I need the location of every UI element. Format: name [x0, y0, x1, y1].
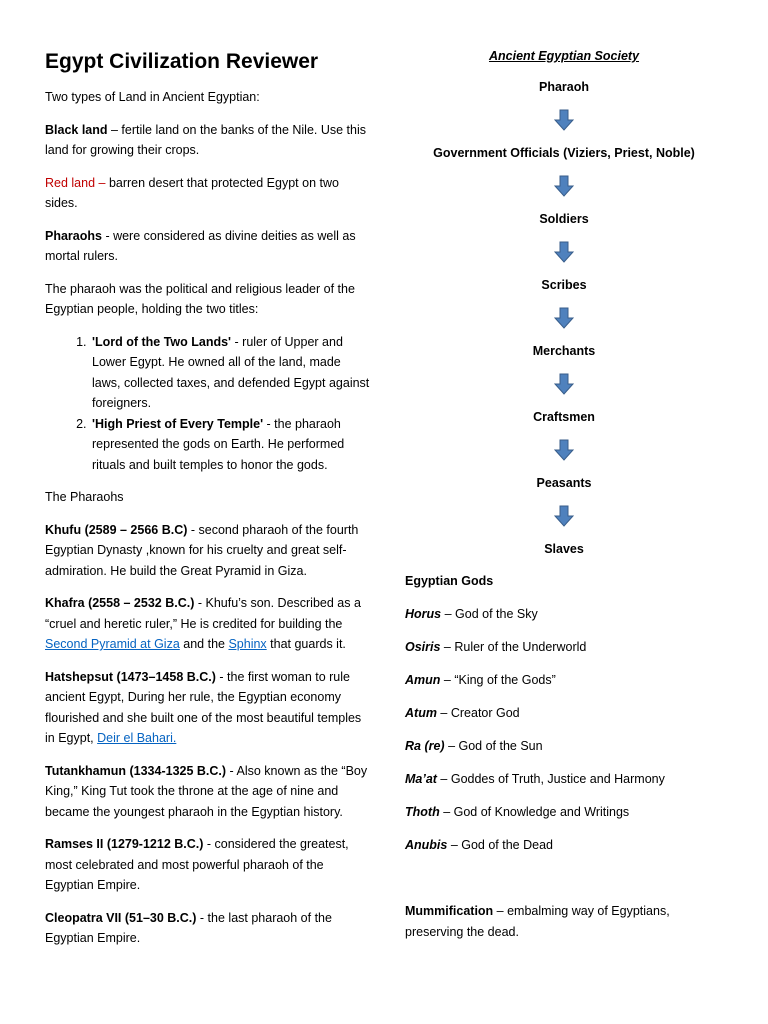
- tutankhamun-term: Tutankhamun (1334-1325 B.C.): [45, 763, 227, 778]
- deir-el-bahari-link[interactable]: Deir el Bahari.: [97, 731, 177, 745]
- god-description: – Goddes of Truth, Justice and Harmony: [436, 772, 665, 786]
- khufu-text: - second pharaoh of the fourth Egyptian Dynasty ,known for his cruelty and great self-admiration. He build the Great Pyramid in Giza.: [45, 522, 359, 578]
- down-arrow-icon: [405, 493, 723, 539]
- list-item: [405, 703, 735, 723]
- down-arrow-icon: [405, 427, 723, 473]
- khufu-paragraph: [45, 520, 370, 582]
- god-name: Thoth: [405, 805, 440, 819]
- society-level: Merchants: [532, 344, 596, 358]
- list-item: [405, 670, 735, 690]
- god-description: – God of the Dead: [447, 838, 553, 852]
- down-arrow-icon: [405, 97, 723, 143]
- list-item: [405, 769, 735, 789]
- list-item: [90, 332, 370, 414]
- title-text: - the pharaoh represented the gods on Earth. He performed rituals and built temples to honor the gods.: [92, 416, 345, 472]
- page-title: Egypt Civilization Reviewer: [45, 50, 319, 73]
- pharaoh-leader-paragraph: The pharaoh was the political and religious leader of the Egyptian people, holding the two titles:: [45, 281, 355, 316]
- ramses-paragraph: [45, 834, 370, 896]
- red-land-term: Red land –: [45, 175, 106, 190]
- god-name: Osiris: [405, 640, 441, 654]
- god-name: Horus: [405, 607, 442, 621]
- khafra-text: - Khufu’s son. Described as a “cruel and heretic ruler,” He is credited for building the: [45, 596, 361, 631]
- pharaohs-definition: [45, 226, 370, 267]
- society-title: Ancient Egyptian Society: [488, 49, 640, 63]
- pharaohs-heading: The Pharaohs: [45, 490, 124, 504]
- hatshepsut-term: Hatshepsut (1473–1458 B.C.): [45, 669, 216, 684]
- society-hierarchy: [405, 77, 723, 559]
- list-item: [405, 802, 735, 822]
- god-description: – God of Knowledge and Writings: [439, 805, 630, 819]
- black-land-text: – fertile land on the banks of the Nile. Use this land for growing their crops.: [45, 122, 367, 157]
- down-arrow-icon: [405, 295, 723, 341]
- gods-list: [405, 604, 735, 855]
- khafra-term: Khafra (2558 – 2532 B.C.): [45, 596, 195, 610]
- hatshepsut-paragraph: [45, 667, 370, 749]
- tutankhamun-paragraph: [45, 761, 370, 823]
- title-term: 'Lord of the Two Lands': [92, 334, 232, 349]
- god-name: Amun: [405, 673, 441, 687]
- black-land-paragraph: [45, 120, 370, 161]
- down-arrow-icon: [405, 361, 723, 407]
- society-level: Government Officials (Viziers, Priest, Noble): [433, 146, 695, 160]
- list-item: [405, 604, 735, 624]
- society-level: Craftsmen: [533, 410, 595, 424]
- second-pyramid-link[interactable]: Second Pyramid at Giza: [45, 637, 180, 651]
- titles-list: [45, 332, 370, 476]
- society-level: Pharaoh: [538, 80, 589, 94]
- cleopatra-term: Cleopatra VII (51–30 B.C.): [45, 910, 197, 925]
- right-column: [405, 46, 735, 942]
- god-name: Ma’at: [405, 772, 437, 786]
- god-description: – Creator God: [436, 706, 520, 720]
- god-name: Anubis: [405, 838, 448, 852]
- cleopatra-paragraph: [45, 908, 370, 949]
- god-description: – God of the Sky: [441, 607, 538, 621]
- list-item: [405, 736, 735, 756]
- hatshepsut-text: - the first woman to rule ancient Egypt, During her rule, the Egyptian economy flourished and she built one of the most beautiful temples in Egypt,: [45, 669, 362, 745]
- gods-heading: Egyptian Gods: [405, 574, 494, 588]
- list-item: [405, 835, 735, 855]
- sphinx-link[interactable]: Sphinx: [228, 637, 267, 651]
- mummification-term: Mummification: [405, 904, 494, 918]
- cleopatra-text: - the last pharaoh of the Egyptian Empire.: [45, 910, 332, 945]
- ramses-text: - considered the greatest, most celebrated and most powerful pharaoh of the Egyptian Empire.: [45, 837, 349, 892]
- khafra-paragraph: [45, 593, 370, 655]
- list-item: [90, 414, 370, 476]
- pharaohs-text: - were considered as divine deities as well as mortal rulers.: [45, 228, 356, 263]
- title-text: - ruler of Upper and Lower Egypt. He owned all of the land, made laws, collected taxes, and defended Egypt against foreigners.: [92, 334, 370, 410]
- pharaohs-term: Pharaohs: [45, 228, 102, 243]
- god-name: Atum: [405, 706, 437, 720]
- ramses-term: Ramses II (1279-1212 B.C.): [45, 837, 204, 851]
- red-land-text: barren desert that protected Egypt on two sides.: [45, 175, 339, 210]
- mummification-paragraph: [405, 901, 705, 942]
- khafra-text-2: and the: [179, 637, 229, 651]
- mummification-text: – embalming way of Egyptians, preserving the dead.: [405, 904, 670, 939]
- red-land-paragraph: [45, 173, 370, 214]
- title-term: 'High Priest of Every Temple': [92, 416, 264, 431]
- god-description: – “King of the Gods”: [440, 673, 556, 687]
- down-arrow-icon: [405, 163, 723, 209]
- down-arrow-icon: [405, 229, 723, 275]
- god-description: – God of the Sun: [444, 739, 543, 753]
- list-item: [405, 637, 735, 657]
- god-description: – Ruler of the Underworld: [440, 640, 587, 654]
- society-level: Slaves: [544, 542, 584, 556]
- land-intro: Two types of Land in Ancient Egyptian:: [45, 90, 260, 104]
- black-land-term: Black land: [45, 122, 108, 137]
- khafra-text-3: that guards it.: [266, 637, 346, 651]
- left-column: [45, 48, 370, 961]
- society-level: Soldiers: [539, 212, 589, 226]
- god-name: Ra (re): [405, 739, 445, 753]
- khufu-term: Khufu (2589 – 2566 B.C): [45, 522, 188, 537]
- tutankhamun-text: - Also known as the “Boy King,” King Tut took the throne at the age of nine and became the youngest pharaoh in the Egyptian history.: [45, 763, 368, 819]
- society-level: Peasants: [536, 476, 592, 490]
- society-level: Scribes: [541, 278, 587, 292]
